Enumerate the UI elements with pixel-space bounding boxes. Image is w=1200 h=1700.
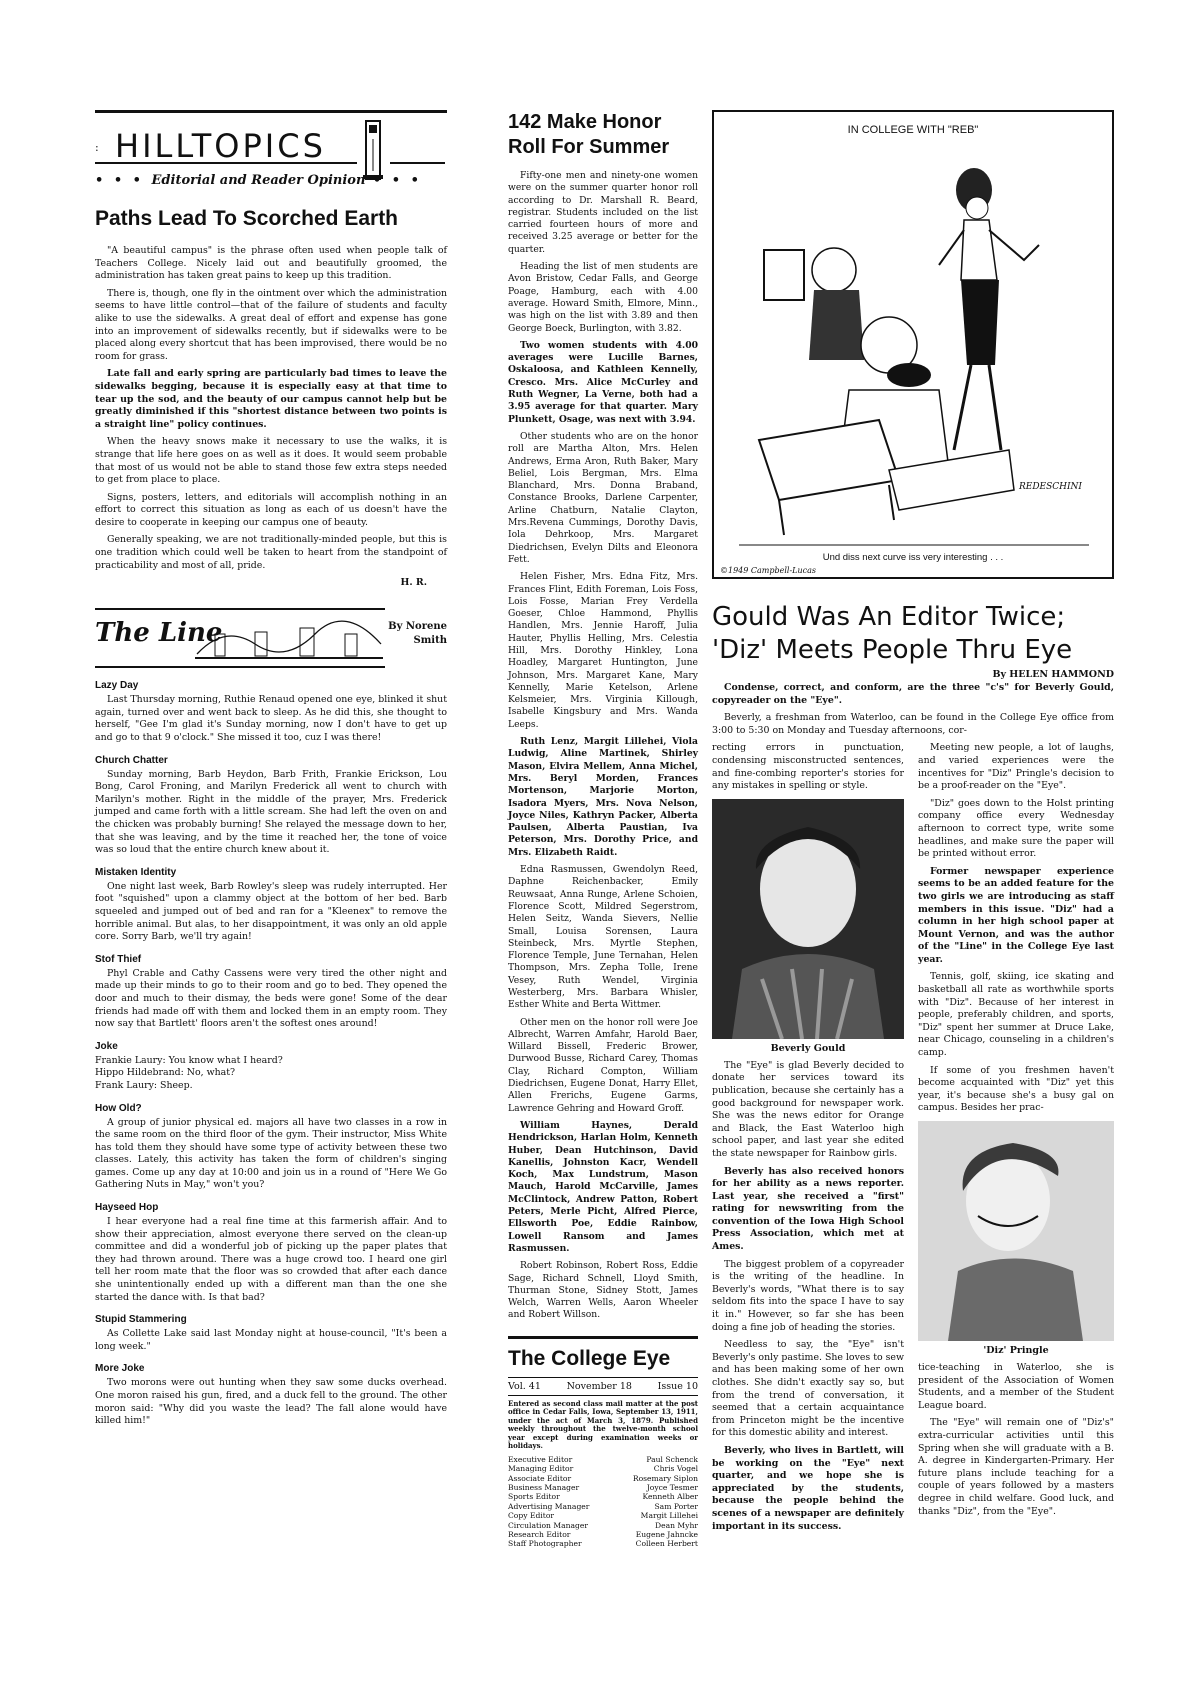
line-byline-prefix: By Norene (388, 621, 447, 633)
editorial-paragraph: When the heavy snows make it necessary to use the walks, it is strange that life here goes on as well as it does. It would seem probable that most of us would not be able to stand those few extra steps needed to get from place to place. (95, 436, 447, 486)
masthead-title: The College Eye (508, 1346, 671, 1370)
editorial-paragraph: Signs, posters, letters, and editorials will accomplish nothing in an effort to correct this situation as long as each of us doesn't have the desire to cooperate in keeping our campus one of beauty. (95, 491, 447, 528)
cartoon-caption: Und diss next curve iss very interesting . . . (822, 552, 1004, 563)
honor-paragraph: William Haynes, Derald Hendrickson, Harlan Holm, Kenneth Huber, Dean Hutchinson, David Kanellis, Johnston Kacr, Wendell Koch, Max Lundstrum, Mason Mauch, Harold McCarville, James McClintock, Andrew Patton, Robert Peters, Merle Picht, Alfred Pierce, Ellsworth Poe, Eddie Rainbow, Lowell Ransom and James Rasmussen. (508, 1119, 698, 1254)
banner-dot: : (95, 141, 99, 154)
line-section-heading: How Old? (95, 1102, 142, 1114)
honor-paragraph: Edna Rasmussen, Gwendolyn Reed, Daphne Reichenbacker, Emily Reuwsaat, Anna Runge, Arlene Schoien, Florence Scott, Mildred Segerstrom, Helen Seitz, Wanda Sievers, Nellie Small, Louisa Sorensen, Laura Steinbeck, Mrs. Myrtle Stephen, Florence Temple, June Ternahan, Helen Thompson, Mrs. Zepha Tolle, Irene Vesey, Ruth Wendel, Virginia Westerberg, Mrs. Barbara Whisler, Esther White and Berta Wittmer. (508, 864, 698, 1011)
staff-row (508, 1464, 698, 1473)
gould-lead-text: Beverly, a freshman from Waterloo, can be found in the College Eye office from 3:00 to 5:30 on Monday and Tuesday afternoons, cor- (712, 712, 1114, 736)
joke-line: Frank Laury: Sheep. (95, 1079, 193, 1091)
right-column (712, 110, 1114, 1538)
staff-name: Dean Myhr (654, 1520, 698, 1530)
staff-row (508, 1483, 698, 1492)
staff-role: Sports Editor (508, 1492, 560, 1502)
line-section-heading: Church Chatter (95, 754, 168, 766)
line-section-text: A group of junior physical ed. majors all have two classes in a row in the same room on the third floor of the gym. Their instructor, Miss White has told them they should have some type of activity between these two classes. Lately, this activity has taken the form of children's singing games. Come up any day at 10:00 and join us in a round of "Here We Go Gathering Nuts in May," won't you? (95, 1116, 447, 1191)
staff-name: Joyce Tesmer (646, 1482, 698, 1492)
staff-role: Staff Photographer (508, 1539, 582, 1549)
staff-role: Executive Editor (508, 1454, 573, 1464)
staff-name: Chris Vogel (653, 1464, 698, 1474)
gould-byline: By HELEN HAMMOND (992, 669, 1114, 680)
line-section-heading: Hayseed Hop (95, 1202, 159, 1214)
gould-paragraph: The biggest problem of a copyreader is the writing of the headline. In Beverly's words, "What there is to say seldom fits into the space I have to say it in." However, so far she has been doing a fine job of heading the stories. (712, 1258, 904, 1333)
joke-line: Hippo Hildebrand: No, what? (95, 1067, 236, 1079)
line-section-text: As Collette Lake said last Monday night at house-council, "It's been a long week." (95, 1328, 447, 1352)
staff-row (508, 1530, 698, 1539)
staff-role: Copy Editor (508, 1511, 555, 1521)
staff-role: Circulation Manager (508, 1520, 589, 1530)
editorial-headline: Paths Lead To Scorched Earth (95, 207, 399, 230)
staff-row (508, 1521, 698, 1530)
staff-role: Business Manager (508, 1482, 580, 1492)
honor-paragraph: Two women students with 4.00 averages were Lucille Barnes, Oskaloosa, and Kathleen Kennelly, Cresco. Mrs. Alice McCurley and Ruth Wegner, La Verne, both had a 3.95 average for that quarter. Mary Plunkett, Osage, was next with 3.94. (508, 339, 698, 425)
editorial-body (95, 245, 447, 588)
diz-pringle-caption: 'Diz' Pringle (983, 1345, 1049, 1356)
honor-paragraph: Robert Robinson, Robert Ross, Eddie Sage, Richard Schnell, Lloyd Smith, Thurman Stone, Sidney Stott, James Welch, Warren Wells, Aaron Wheeler and Robert Willson. (508, 1260, 698, 1321)
honor-headline-line: Roll For Summer (508, 136, 670, 158)
gould-headline (712, 601, 1114, 667)
line-column-title: The Line (95, 618, 223, 649)
masthead-info-row (508, 1377, 698, 1396)
staff-name: Margit Lillehei (640, 1511, 698, 1521)
staff-row (508, 1502, 698, 1511)
honor-roll-headline (508, 110, 698, 160)
beverly-gould-photo (712, 799, 904, 1039)
gould-paragraph: tice-teaching in Waterloo, she is president of the Association of Women Students, and a member of the Student League board. (918, 1362, 1114, 1411)
line-column-banner (95, 608, 447, 670)
line-section-heading: More Joke (95, 1363, 145, 1375)
banner-rule-right (390, 162, 445, 164)
staff-name: Colleen Herbert (635, 1539, 698, 1549)
joke-line: Frankie Laury: You know what I heard? (95, 1054, 283, 1066)
line-section-text: I hear everyone had a real fine time at this farmerish affair. And to show their appreciation, almost everyone there served on the clean-up committee and did a wonderful job of picking up the paper plates that they had thrown around. There was a huge crowd too. I heard one girl tell her room mate that the floor was so crowded that after each dance she unintentionally ended up with a different man than the one she started the dance with. Is that bad? (95, 1216, 447, 1303)
gould-two-columns (712, 742, 1114, 1538)
beverly-gould-caption: Beverly Gould (770, 1042, 846, 1054)
gould-lead-text: Condense, correct, and conform, are the three "c's" for Beverly Gould, copyreader on the "Eye". (712, 682, 1114, 706)
editorial-paragraph: Late fall and early spring are particularly bad times to leave the sidewalks begging, because it is especially easy at that time to tear up the sod, and the beauty of our campus cannot help but be greatly diminished if this "shortest distance between two points is a straight line" policy continues. (95, 368, 447, 430)
staff-row (508, 1539, 698, 1548)
gould-paragraph: If some of you freshmen haven't become acquainted with "Diz" yet this year, it's because she's a busy gal on campus. Besides her prac- (918, 1064, 1114, 1114)
staff-name: Rosemary Siplon (632, 1473, 698, 1483)
diz-pringle-photo (918, 1121, 1114, 1341)
editorial-paragraph: There is, though, one fly in the ointment over which the administration seems to have little control—that of the failure of students and faculty alike to use the sidewalks. A great deal of effort and expense has gone into an improvement of sidewalks recently, but if sidewalks were to be placed along every shortcut that has been improvised, there would be no room for grass. (95, 287, 447, 362)
cartoon-frame (712, 110, 1114, 579)
gould-paragraph: Tennis, golf, skiing, ice skating and basketball all rate as worthwhile sports with "Diz". Because of her interest in people, preferably children, and sports, "Diz" spent her summer at Druce Lake, near Chicago, counseling in a children's camp. (918, 971, 1114, 1059)
gould-lead (712, 682, 1114, 707)
honor-headline-line: 142 Make Honor (508, 111, 662, 133)
staff-name: Paul Schenck (646, 1454, 698, 1464)
honor-paragraph: Other men on the honor roll were Joe Albrecht, Warren Amfahr, Harold Baer, Willard Bissell, Frederic Brower, Durwood Busse, Richard Carey, Thomas Clay, Richard Compton, William Diedrichsen, Eugene Donat, Harry Ellet, Allen Frerichs, Eugene Garms, Lawrence Gehring and Howard Groff. (508, 1016, 698, 1114)
staff-list (508, 1455, 698, 1549)
cartoon-copyright: ©1949 Campbell-Lucas (720, 566, 816, 575)
line-byline-name: Smith (413, 635, 447, 647)
staff-row (508, 1511, 698, 1520)
gould-right-column (918, 742, 1114, 1538)
cartoon-title: IN COLLEGE WITH "REB" (847, 124, 979, 136)
editorial-paragraph: "A beautiful campus" is the phrase often used when people talk of Teachers College. Nicely laid out and beautifully groomed, the administration has taken great pains to keep up this tradition. (95, 245, 447, 282)
gould-paragraph: "Diz" goes down to the Holst printing company office every Wednesday afternoon to correct type, write some headlines, and make sure the paper will be printed without error. (918, 797, 1114, 860)
gould-paragraph: The "Eye" is glad Beverly decided to donate her services toward its publication, because she certainly has a good background for newspaper work. She was the news editor for Orange and Black, the East Waterloo high school paper, and last year she edited the state newspaper for Rainbow girls. (712, 1059, 904, 1159)
staff-role: Advertising Manager (508, 1501, 590, 1511)
staff-name: Sam Porter (654, 1501, 698, 1511)
masthead-notice: Entered as second class mail matter at the post office in Cedar Falls, Iowa, September 13, 1911, under the act of March 3, 1879. Published weekly throughout the twelve-month school year except during examination weeks or holidays. (508, 1398, 698, 1451)
staff-role: Research Editor (508, 1529, 571, 1539)
staff-row (508, 1474, 698, 1483)
honor-paragraph: Other students who are on the honor roll are Martha Alton, Mrs. Helen Andrews, Erma Aron, Ruth Baker, Mary Beliel, Lois Bergman, Mrs. Elma Blanchard, Mrs. Donna Braband, Constance Brooks, Darlene Carpenter, Arline Chatburn, Natalie Clayton, Mrs.Revena Cummings, Dorothy Davis, Iola Dehrkoop, Mrs. Margaret Diedrichsen, Evelyn Dilts and Eleonora Fett. (508, 430, 698, 565)
line-column-body (95, 680, 447, 1428)
honor-paragraph: Fifty-one men and ninety-one women were on the summer quarter honor roll according to Dr. Marshall R. Beard, registrar. Students included on the list carried fourteen hours of more and received 3.25 average or better for the quarter. (508, 170, 698, 255)
line-section-text: Two morons were out hunting when they saw some ducks overhead. One moron raised his gun, fired, and a duck fell to the ground. The other moron said: "Why did you waste the lead? The fall alone would have killed him!" (95, 1377, 447, 1427)
line-section-heading: Mistaken Identity (95, 866, 177, 878)
line-section-heading: Lazy Day (95, 680, 139, 692)
editorial-signature: H. R. (400, 577, 427, 589)
masthead-date: November 18 (566, 1380, 632, 1392)
gould-paragraph: Needless to say, the "Eye" isn't Beverly's only pastime. She loves to sew and has been making some of her own clothes. She didn't exactly say so, but from the trend of conversation, it seemed that a certain acquaintance from Princeton might be the incentive for this domestic ability and interest. (712, 1339, 904, 1439)
gould-headline-line: Gould Was An Editor Twice; (712, 602, 1066, 632)
gould-headline-line: 'Diz' Meets People Thru Eye (712, 635, 1073, 665)
line-section-heading: Stof Thief (95, 953, 142, 965)
cartoon-signature: REDESCHINI (1018, 482, 1082, 492)
line-section-text: Last Thursday morning, Ruthie Renaud opened one eye, blinked it shut again, turned over and went back to sleep. As he did this, she thought to herself, "Gee I'm glad it's Sunday morning, now I don't have to get up and go to that 9 o'clock." She missed it too, cuz I was there! (95, 694, 447, 744)
staff-role: Managing Editor (508, 1464, 574, 1474)
gould-paragraph: The "Eye" will remain one of "Diz's" extra-curricular activities until this Spring when she will graduate with a B. A. degree in Kindergarten-Primary. Her future plans include teaching for a couple of years followed by a masters degree in child welfare. Good luck, and thanks "Diz", from the "Eye". (918, 1417, 1114, 1517)
campanile-icon (360, 119, 386, 181)
line-banner-drawing (195, 614, 385, 662)
honor-paragraph: Ruth Lenz, Margit Lillehei, Viola Ludwig, Aline Martinek, Shirley Mason, Elvira Mellem, Anna Michel, Mrs. Beryl Morden, Frances Mortenson, Marjorie Morton, Isadora Myers, Mrs. Nova Nelson, Joyce Niles, Kathryn Packer, Alberta Paulsen, Alberta Paustian, Iva Peterson, Mrs. Dorothy Price, and Mrs. Elizabeth Raidt. (508, 736, 698, 858)
honor-roll-body (508, 170, 698, 1322)
left-column (95, 110, 447, 1433)
staff-row (508, 1455, 698, 1464)
gould-paragraph: Meeting new people, a lot of laughs, and varied experiences were the incentives for "Diz" Pringle's decision to be a proof-reader on the "Eye". (918, 742, 1114, 792)
line-banner-bottom-rule (95, 666, 385, 668)
line-section-text: Phyl Crable and Cathy Cassens were very tired the other night and made up their minds to go to their room and go to bed. They opened the door and much to their dismay, the beds were gone! Some of the dear friends had made off with them and locked them in an empty room. They now say that Bartlett' floors aren't the softest ones around! (95, 967, 447, 1030)
masthead-issue: Issue 10 (657, 1380, 698, 1392)
hilltopics-subtitle-row: • • • Editorial and Reader Opinion • • • (95, 173, 422, 188)
honor-paragraph: Heading the list of men students are Avon Bristow, Cedar Falls, and George Poage, Hamburg, each with 4.00 average. Howard Smith, Elmore, Minn., was high on the list with 3.89 and then George Boeck, Burlington, with 3.82. (508, 261, 698, 334)
staff-row (508, 1492, 698, 1501)
honor-paragraph: Helen Fisher, Mrs. Edna Fitz, Mrs. Frances Flint, Edith Foreman, Lois Foss, Lois Fosse, Marian Frey Verdella Goeser, Chloe Hammond, Phyllis Handlen, Mrs. Jennie Haroff, Julia Hauter, Phyllis Helling, Mrs. Celestia Hill, Mrs. Dorothy Hinkley, Lona Hoadley, Margaret Huntington, June Johnson, Mrs. Margaret Kane, Mary Kennelly, Marie Ketelson, Arlene Kelsmeier, Mrs. Virginia Killough, Isabelle Kingsbury and Mrs. Wanda Leeps. (508, 571, 698, 730)
hilltopics-subtitle: Editorial and Reader Opinion (151, 173, 366, 188)
hilltopics-title: HILLTOPICS (115, 127, 326, 165)
gould-paragraph: Beverly, who lives in Bartlett, will be working on the "Eye" next quarter, and we hope she is appreciated by the students, because the people behind the scenes of a newspaper are definitely important in its success. (712, 1444, 904, 1532)
line-section-heading: Stupid Stammering (95, 1314, 187, 1326)
line-banner-top-rule (95, 608, 385, 610)
gould-paragraph: Former newspaper experience seems to be an added feature for the two girls we are introducing as staff members in this issue. "Diz" had a column in her high school paper at Mount Vernon, and was the author of the "Line" in the College Eye last year. (918, 865, 1114, 965)
middle-column (508, 110, 698, 1549)
line-section-text: One night last week, Barb Rowley's sleep was rudely interrupted. Her foot "squished" upon a clammy object at the bottom of her bed. Barb squeeled and jumped out of bed and ran for a "Kleenex" to remove the horrible animal. But alas, to her disappointment, it was only an old apple core. Sorry Barb, we'll try again! (95, 880, 447, 943)
editorial-paragraph: Generally speaking, we are not traditionally-minded people, but this is one tradition which could well be taken to heart from the standpoint of practicability and most of all, pride. (95, 534, 447, 571)
staff-name: Eugene Jahncke (635, 1529, 698, 1539)
masthead (508, 1336, 698, 1549)
staff-role: Associate Editor (508, 1473, 572, 1483)
gould-paragraph: recting errors in punctuation, condensing misconstructed sentences, and fine-combing reporter's stories for any mistakes in spelling or style. (712, 742, 904, 792)
banner-rule-left (95, 162, 357, 164)
hilltopics-banner (95, 113, 447, 203)
gould-left-column (712, 742, 904, 1538)
line-section-text: Sunday morning, Barb Heydon, Barb Frith, Frankie Erickson, Lou Bong, Carol Froning, and Marilyn Frederick all went to church with Marilyn's mother. Right in the middle of the prayer, Mrs. Frederick jumped and came forth with a little scream. She had left the oven on and the chicken was probably burning! She relayed the message down to her, that she was leaving, and by the time it reached her, the tone of voice was so loud that the entire church knew about it. (95, 768, 447, 856)
staff-name: Kenneth Alber (642, 1492, 698, 1502)
gould-paragraph: Beverly has also received honors for her ability as a news reporter. Last year, she received a "first" rating for newswriting from the convention of the Iowa High School Press Association, which met at Ames. (712, 1165, 904, 1253)
masthead-volume: Vol. 41 (508, 1380, 541, 1392)
line-section-heading: Joke (95, 1040, 118, 1052)
line-byline (388, 620, 447, 648)
